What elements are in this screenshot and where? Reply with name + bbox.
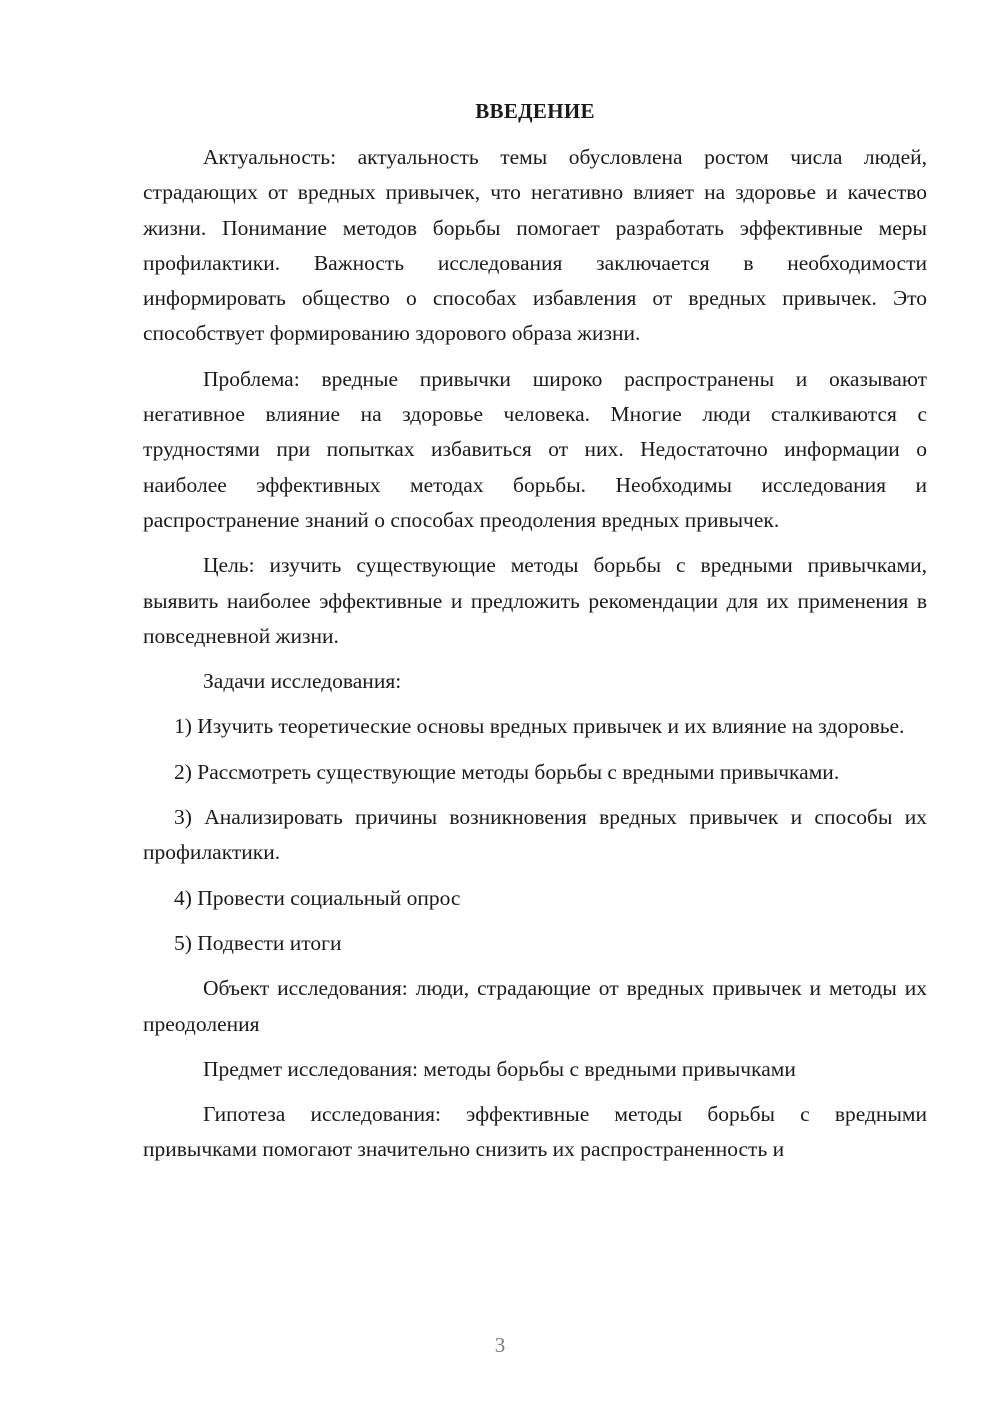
hypothesis-paragraph: Гипотеза исследования: эффективные методы борьбы с вредными привычками помогают значительно снизить их распространенность и: [143, 1102, 927, 1162]
task-item-1: 1) Изучить теоретические основы вредных привычек и их влияние на здоровье.: [174, 714, 905, 739]
object-paragraph: Объект исследования: люди, страдающие от вредных привычек и методы их преодоления: [143, 976, 927, 1036]
page-content: [143, 94, 927, 1178]
problem-paragraph: Проблема: вредные привычки широко распространены и оказывают негативное влияние на здоровье человека. Многие люди сталкиваются с трудностями при попытках избавиться от них. Недостаточно информации о наиболее эффективных методах борьбы. Необходимы исследования и распространение знаний о способах преодоления вредных привычек.: [143, 366, 927, 532]
tasks-heading: Задачи исследования:: [203, 669, 402, 694]
task-item-2: 2) Рассмотреть существующие методы борьбы с вредными привычками.: [174, 759, 840, 784]
relevance-paragraph: Актуальность: актуальность темы обусловлена ростом числа людей, страдающих от вредных привычек, что негативно влияет на здоровье и качество жизни. Понимание методов борьбы помогает разработать эффективные меры профилактики. Важность исследования заключается в необходимости информировать общество о способах избавления от вредных привычек. Это способствует формированию здорового образа жизни.: [143, 145, 927, 346]
section-title: ВВЕДЕНИЕ: [475, 99, 595, 123]
task-item-5: 5) Подвести итоги: [174, 930, 342, 955]
page-number: 3: [494, 1333, 506, 1357]
subject-paragraph: Предмет исследования: методы борьбы с вредными привычками: [203, 1056, 796, 1081]
task-item-4: 4) Провести социальный опрос: [174, 885, 461, 910]
task-item-3: 3) Анализировать причины возникновения вредных привычек и способы их профилактики.: [143, 805, 927, 865]
goal-paragraph: Цель: изучить существующие методы борьбы с вредными привычками, выявить наиболее эффективные и предложить рекомендации для их применения в повседневной жизни.: [143, 553, 927, 648]
